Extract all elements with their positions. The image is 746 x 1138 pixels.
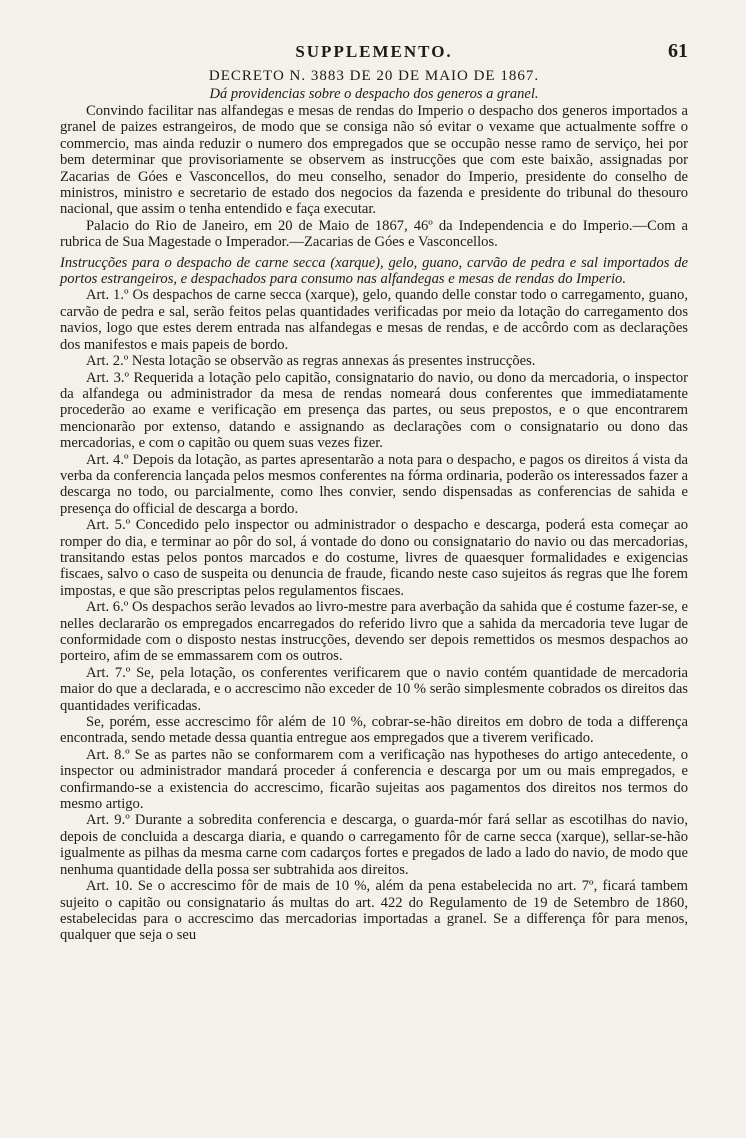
article-6: Art. 6.º Os despachos serão levados ao livro-mestre para averbação da sahida que é costume fazer-se, e nelles declararão os empregados encarregados do referido livro que a sahida da mercadoria teve lugar de conformidade com o disposto nestas instrucções, devendo ser depois remettidos os mesmos despachos ao porteiro, afim de se emmassarem com os outros. — [60, 599, 688, 665]
article-4: Art. 4.º Depois da lotação, as partes apresentarão a nota para o despacho, e pagos os direitos á vista da verba da conferencia lançada pelos mesmos conferentes na fórma ordinaria, poderão os interessados fazer a descarga no todo, ou parcialmente, como lhes convier, sendo dispensadas as conferencias de sahida e presença do official de descarga a bordo. — [60, 451, 688, 517]
article-9: Art. 9.º Durante a sobredita conferencia e descarga, o guarda-mór fará sellar as escotilhas do navio, depois de concluida a descarga diaria, e quando o carregamento fôr de carne secca (xarque), sellar-se-hão igualmente as pilhas da mesma carne com cadarços fortes e pregados de lado a lado do navio, de modo que nenhuma quantidade della possa ser subtrahida aos direitos. — [60, 812, 688, 878]
article-10: Art. 10. Se o accrescimo fôr de mais de 10 %, além da pena estabelecida no art. 7º, ficará tambem sujeito o capitão ou consignatario ás multas do art. 422 do Regulamento de 19 de Setembro de 1860, estabelecidas para o accrescimo das mercadorias importadas a granel. Se a differença fôr para menos, qualquer que seja o seu — [60, 878, 688, 944]
decree-subtitle: Dá providencias sobre o despacho dos generos a granel. — [209, 86, 539, 102]
decree-title: DECRETO N. 3883 DE 20 DE MAIO DE 1867. — [208, 68, 540, 84]
signature-paragraph: Palacio do Rio de Janeiro, em 20 de Maio de 1867, 46º da Independencia e do Imperio.—Com a rubrica de Sua Magestade o Imperador.—Zacarias de Góes e Vasconcellos. — [60, 217, 688, 251]
article-3: Art. 3.º Requerida a lotação pelo capitão, consignatario do navio, ou dono da mercadoria, o inspector da alfandega ou administrador da mesa de rendas nomeará dous conferentes que immediatamente procederão ao exame e verificação em presença das partes, ou seus prepostos, e o que encontrarem mencionarão por extenso, datando e assignando as declarações com o consignatario ou dono das mercadorias, e com o capitão ou quem suas vezes fizer. — [60, 369, 688, 452]
article-7-continuation: Se, porém, esse accrescimo fôr além de 10 %, cobrar-se-hão direitos em dobro de toda a differença encontrada, sendo metade dessa quantia entregue aos empregados que a tiverem verificado. — [60, 714, 688, 747]
instructions-title: Instrucções para o despacho de carne secca (xarque), gelo, guano, carvão de pedra e sal importados de portos estrangeiros, e despachados para consumo nas alfandegas e mesas de rendas do Imperio. — [60, 254, 688, 288]
article-1: Art. 1.º Os despachos de carne secca (xarque), gelo, quando delle constar todo o carregamento, guano, carvão de pedra e sal, serão feitos pelas quantidades verificadas por meio da lotação do carregamento dos navios, logo que estes derem entrada nas alfandegas e mesas de rendas, e de accôrdo com as declarações dos manifestos e mais papeis de bordo. — [60, 287, 688, 353]
article-2: Art. 2.º Nesta lotação se observão as regras annexas ás presentes instrucções. — [86, 353, 536, 370]
article-7: Art. 7.º Se, pela lotação, os conferentes verificarem que o navio contém quantidade de mercadoria maior do que a declarada, e o accrescimo não exceder de 10 % serão simplesmente cobrados os direitos das quantidades verificadas. — [60, 664, 688, 714]
page-header — [60, 40, 688, 64]
page-number: 61 — [668, 40, 688, 62]
article-8: Art. 8.º Se as partes não se conformarem com a verificação nas hypotheses do artigo antecedente, o inspector ou administrador mandará proceder á conferencia e descarga por um ou mais empregados, e confirmando-se a existencia do accrescimo, ficarão sujeitas aos pagamentos dos direitos nos termos do mesmo artigo. — [60, 746, 688, 813]
article-5: Art. 5.º Concedido pelo inspector ou administrador o despacho e descarga, poderá esta começar ao romper do dia, e terminar ao pôr do sol, á vontade do dono ou consignatario do navio ou das mercadorias, transitando estas pelos pontos marcados e do costume, livres de quaesquer formalidades e exigencias fiscaes, salvo o caso de suspeita ou denuncia de fraude, ficando neste caso sujeitos ás regras que lhe forem impostas, e que são prescriptas pelos regulamentos fiscaes. — [60, 517, 688, 599]
preamble-paragraph: Convindo facilitar nas alfandegas e mesas de rendas do Imperio o despacho dos generos importados a granel de paizes estrangeiros, de modo que se consiga não só evitar o vexame que actualmente soffre o commercio, mas ainda reduzir o numero dos empregados que se occupão nesse ramo de serviço, hei por bem determinar que provisoriamente se observem as instrucções que com este baixão, assignadas por Zacarias de Góes e Vasconcellos, do meu conselho, senador do Imperio, presidente do conselho de ministros, ministro e secretario de estado dos negocios da fazenda e presidente do tribunal do thesouro nacional, que assim o tenha entendido e faça executar. — [60, 103, 688, 218]
running-head: SUPPLEMENTO. — [295, 42, 453, 61]
